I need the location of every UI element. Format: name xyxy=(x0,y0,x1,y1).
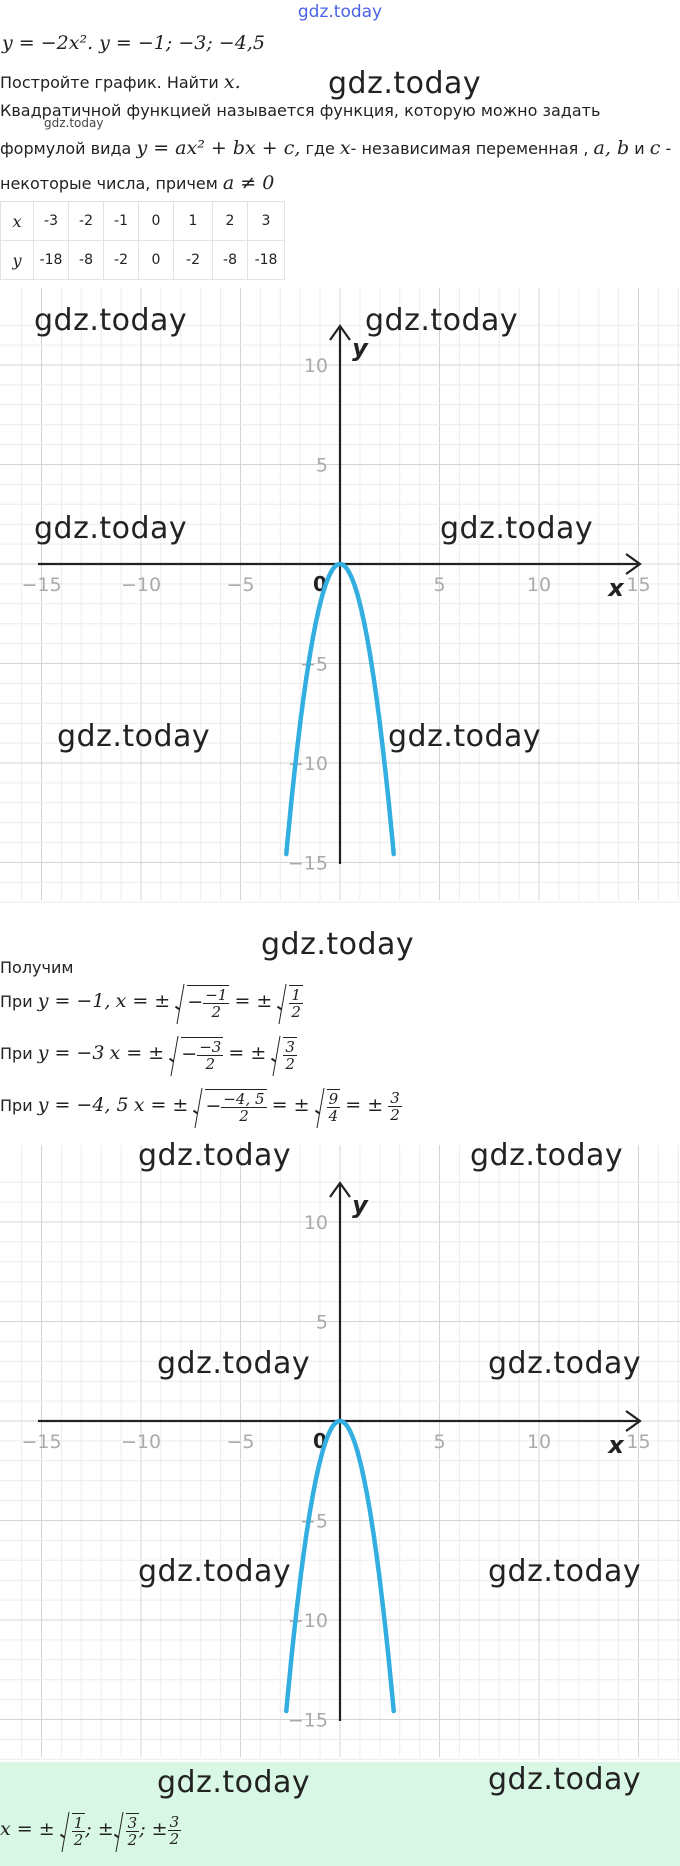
answer-b-num: 3 xyxy=(127,1814,138,1832)
case1-r-den: 2 xyxy=(291,1003,301,1021)
x-tick-label: −5 xyxy=(226,1431,255,1453)
watermark: gdz.today xyxy=(328,66,482,101)
watermark: gdz.today xyxy=(57,719,211,754)
x-tick-label: 5 xyxy=(433,1431,446,1453)
y-axis-label: y xyxy=(352,1191,368,1219)
table-cell: 1 xyxy=(174,202,213,241)
def-formula: y = ax² + bx + c, xyxy=(136,137,301,159)
parabola-chart-1 xyxy=(0,284,680,904)
def-vars-ab: a, b xyxy=(593,137,630,159)
table-cell: -1 xyxy=(104,202,139,241)
site-watermark[interactable]: gdz.today xyxy=(297,2,383,22)
y-tick-label: −10 xyxy=(287,1610,328,1632)
y-tick-label: −15 xyxy=(287,1709,328,1732)
def-prefix: формулой вида xyxy=(0,139,132,158)
case2-r-num: 3 xyxy=(285,1038,295,1056)
origin-label: 0 xyxy=(313,572,327,596)
def-var-c: c xyxy=(649,137,661,159)
case2-eq: = ± xyxy=(228,1042,267,1064)
x-tick-label: 15 xyxy=(626,1431,651,1453)
pri-label: При xyxy=(0,1044,33,1063)
case1-r-num: 1 xyxy=(291,986,301,1004)
watermark-small: gdz.today xyxy=(44,116,104,130)
def-indep: - независимая переменная , xyxy=(350,139,589,158)
y-tick-label: 10 xyxy=(303,1212,328,1234)
case3-r-den: 4 xyxy=(328,1107,339,1125)
sqrt-expression xyxy=(277,985,303,1020)
y-tick-label: −5 xyxy=(299,1510,328,1533)
sqrt-expression xyxy=(271,1037,297,1072)
table-row-y xyxy=(1,241,285,280)
case2-r-den: 2 xyxy=(285,1055,295,1073)
sqrt-expression xyxy=(114,1813,140,1848)
sqrt-expression xyxy=(169,1037,223,1072)
def-where: где xyxy=(305,139,335,158)
x-tick-label: 10 xyxy=(526,1431,552,1453)
table-header-x: x xyxy=(1,202,34,241)
case3-f-den: 2 xyxy=(390,1106,400,1124)
y-tick-label: −10 xyxy=(287,753,328,775)
case2-condition: y = −3 xyxy=(37,1042,105,1064)
watermark: gdz.today xyxy=(157,1765,311,1800)
case3-f-num: 3 xyxy=(390,1089,400,1107)
y-axis-label: y xyxy=(352,334,368,362)
table-cell: 0 xyxy=(139,202,174,241)
values-table xyxy=(0,201,285,280)
table-cell: -18 xyxy=(248,241,285,280)
x-tick-label: −15 xyxy=(21,1431,62,1453)
watermark: gdz.today xyxy=(488,1762,642,1797)
case3-eq: = ± xyxy=(271,1094,310,1116)
x-tick-label: −10 xyxy=(120,1431,162,1453)
task-var: x. xyxy=(223,71,241,93)
def-dash: - xyxy=(665,139,672,158)
case1-condition: y = −1, xyxy=(37,990,111,1012)
x-tick-label: 10 xyxy=(526,574,552,596)
case1-lhs: x = ± xyxy=(115,990,171,1012)
watermark: gdz.today xyxy=(138,1138,292,1173)
case3-lhs: x = ± xyxy=(133,1094,189,1116)
watermark: gdz.today xyxy=(261,927,415,962)
table-cell: -2 xyxy=(174,241,213,280)
watermark: gdz.today xyxy=(440,511,594,546)
watermark: gdz.today xyxy=(488,1554,642,1589)
answer-c-num: 3 xyxy=(169,1813,180,1831)
table-cell: 3 xyxy=(248,202,285,241)
x-tick-label: −10 xyxy=(120,574,162,596)
case3-eq2: = ± xyxy=(345,1094,384,1116)
x-axis-label: x xyxy=(608,574,624,602)
table-cell: -2 xyxy=(104,241,139,280)
case3-final-fraction xyxy=(388,1090,402,1123)
problem-task xyxy=(0,71,241,93)
case3-num: −4, 5 xyxy=(223,1090,265,1108)
parabola-chart-2 xyxy=(0,1141,680,1761)
y-tick-label: 10 xyxy=(303,355,328,377)
origin-label: 0 xyxy=(313,1429,327,1453)
case3-r-num: 9 xyxy=(328,1090,339,1108)
solution-heading: Получим xyxy=(0,958,74,977)
case2-inner-sign: − xyxy=(181,1043,198,1065)
watermark: gdz.today xyxy=(138,1554,292,1589)
case3-den: 2 xyxy=(239,1107,249,1125)
watermark: gdz.today xyxy=(488,1346,642,1381)
table-header-y: y xyxy=(1,241,34,280)
pri-label: При xyxy=(0,1096,33,1115)
table-cell: -8 xyxy=(69,241,104,280)
answer-sep-1: ; ± xyxy=(85,1818,114,1840)
y-tick-label: −5 xyxy=(299,653,328,676)
problem-formula: y = −2x². y = −1; −3; −4,5 xyxy=(2,32,265,54)
pri-label: При xyxy=(0,992,33,1011)
watermark: gdz.today xyxy=(365,303,519,338)
table-cell: -18 xyxy=(34,241,69,280)
watermark: gdz.today xyxy=(34,303,188,338)
answer-c-den: 2 xyxy=(169,1830,180,1848)
x-tick-label: −5 xyxy=(226,574,255,596)
case1-den: 2 xyxy=(211,1003,222,1021)
answer-a-den: 2 xyxy=(73,1831,84,1849)
definition-line-1: Квадратичной функцией называется функция, которую можно задать xyxy=(0,101,601,120)
case1-num: −1 xyxy=(205,986,228,1004)
table-row-x xyxy=(1,202,285,241)
case2-lhs: x = ± xyxy=(109,1042,165,1064)
table-cell: -2 xyxy=(69,202,104,241)
sqrt-expression xyxy=(175,985,229,1020)
def-line3-formula: a ≠ 0 xyxy=(222,172,275,194)
watermark: gdz.today xyxy=(470,1138,624,1173)
x-tick-label: 5 xyxy=(433,574,446,596)
solution-case-2 xyxy=(0,1037,297,1081)
answer-sep-2: ; ± xyxy=(139,1818,168,1840)
watermark: gdz.today xyxy=(388,719,542,754)
y-tick-label: −15 xyxy=(287,852,328,875)
definition-line-3 xyxy=(0,172,274,194)
answer-b-den: 2 xyxy=(127,1831,138,1849)
table-cell: 0 xyxy=(139,241,174,280)
def-var-x: x xyxy=(339,137,351,159)
x-tick-label: 15 xyxy=(626,574,651,596)
sqrt-expression xyxy=(193,1089,266,1124)
solution-case-1 xyxy=(0,985,303,1029)
def-and: и xyxy=(634,139,645,158)
table-cell: -3 xyxy=(34,202,69,241)
y-tick-label: 5 xyxy=(315,1311,328,1334)
table-cell: 2 xyxy=(213,202,248,241)
task-text: Постройте график. Найти xyxy=(0,73,219,92)
answer-c-fraction xyxy=(168,1814,182,1847)
case2-den: 2 xyxy=(205,1055,216,1073)
x-tick-label: −15 xyxy=(21,574,62,596)
y-tick-label: 5 xyxy=(315,454,328,477)
case3-condition: y = −4, 5 xyxy=(37,1094,129,1116)
solution-case-3 xyxy=(0,1089,402,1133)
watermark: gdz.today xyxy=(157,1346,311,1381)
def-line3-text: некоторые числа, причем xyxy=(0,174,218,193)
sqrt-expression xyxy=(315,1089,341,1124)
answer-line xyxy=(0,1813,181,1861)
answer-a-num: 1 xyxy=(73,1814,84,1832)
table-cell: -8 xyxy=(213,241,248,280)
x-axis-label: x xyxy=(608,1431,624,1459)
case3-inner-sign: − xyxy=(205,1095,222,1117)
definition-line-2 xyxy=(0,137,671,159)
case1-inner-sign: − xyxy=(187,991,204,1013)
case2-num: −3 xyxy=(199,1038,222,1056)
answer-lhs: x = ± xyxy=(0,1818,55,1840)
sqrt-expression xyxy=(60,1813,86,1848)
case1-eq: = ± xyxy=(234,990,273,1012)
watermark: gdz.today xyxy=(34,511,188,546)
